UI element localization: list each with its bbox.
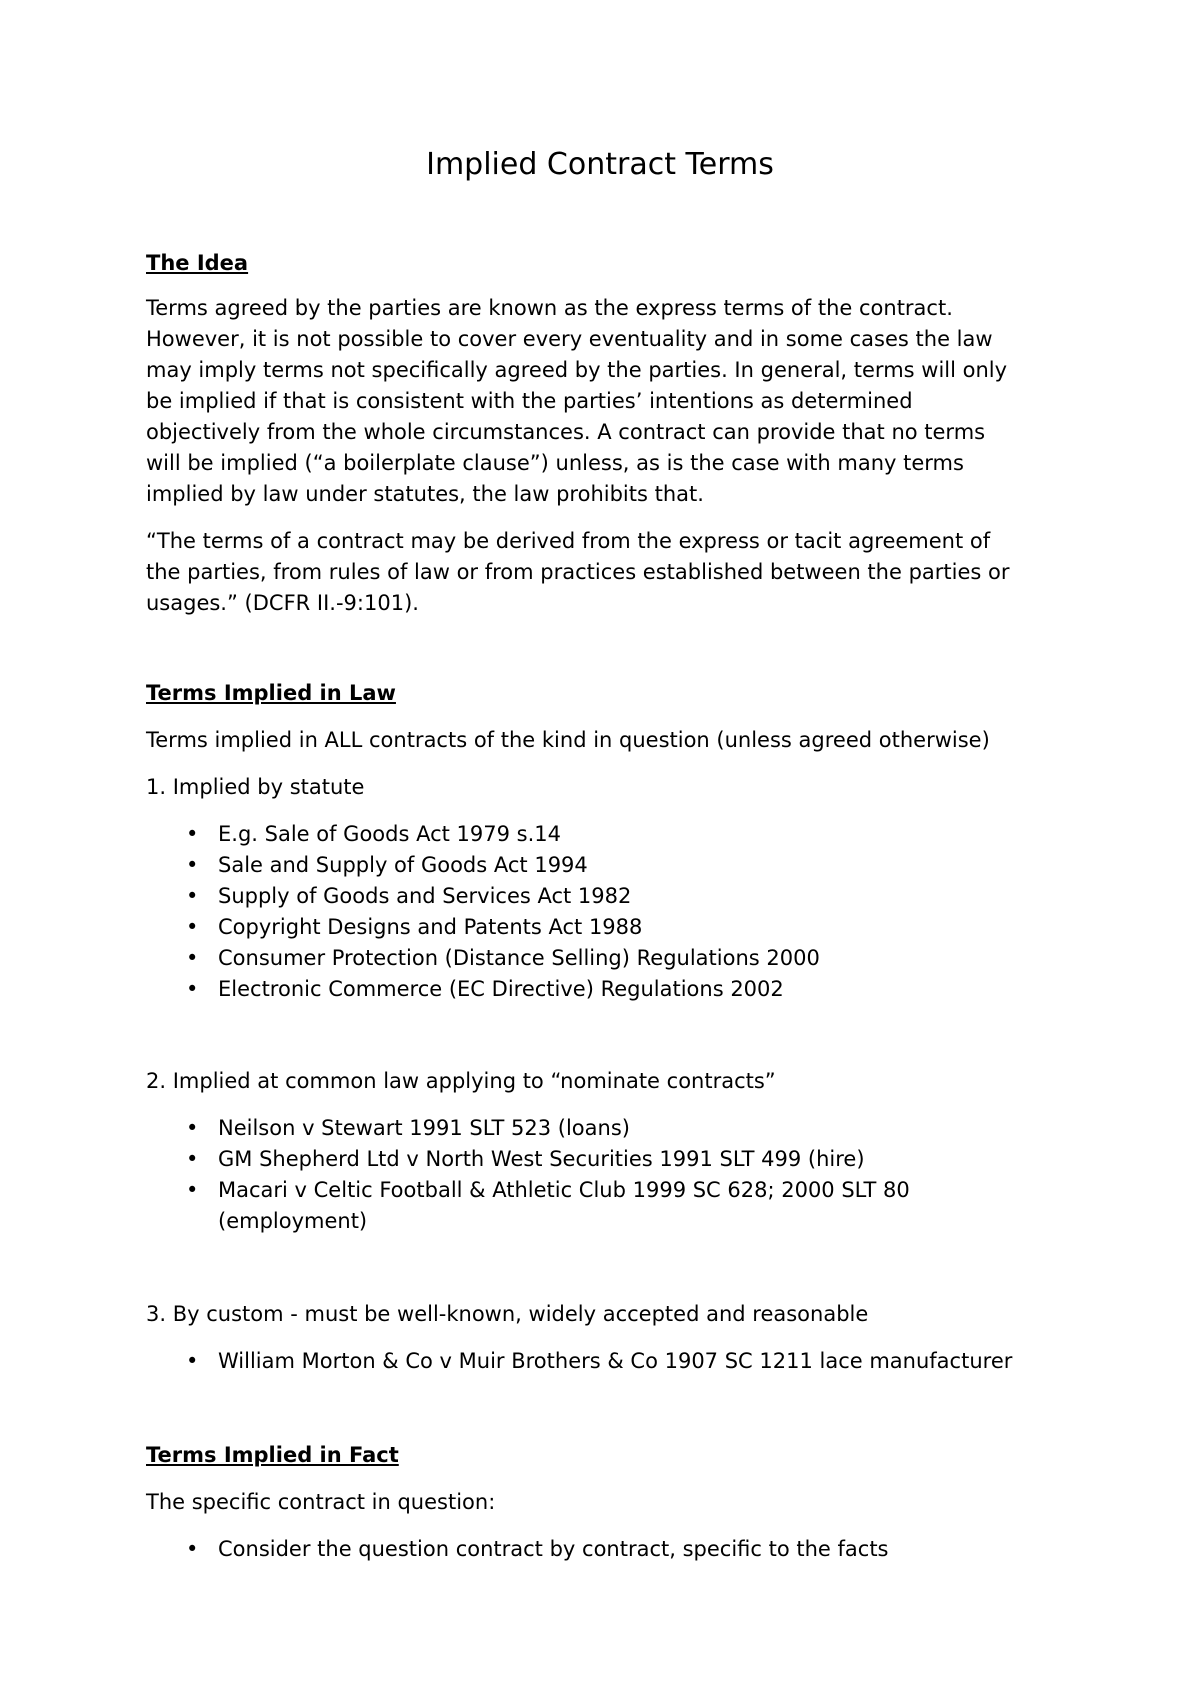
fact-list: [146, 1534, 889, 1565]
list-item: • Consider the question contract by contract, specific to the facts: [146, 1534, 889, 1565]
text-line: be implied if that is consistent with the parties’ intentions as determined: [146, 389, 913, 413]
bullet-icon: •: [186, 1147, 199, 1171]
law-intro: Terms implied in ALL contracts of the kind in question (unless agreed otherwise): [146, 728, 990, 752]
list-item: • Electronic Commerce (EC Directive) Regulations 2002: [146, 974, 820, 1005]
text-line: may imply terms not specifically agreed by the parties. In general, terms will only: [146, 358, 1008, 382]
bullet-icon: •: [186, 884, 199, 908]
list-item: • Sale and Supply of Goods Act 1994: [146, 850, 820, 881]
bullet-icon: •: [186, 1349, 199, 1373]
text-line: usages.” (DCFR II.-9:101).: [146, 591, 419, 615]
bullet-icon: •: [186, 1537, 199, 1561]
list-item: • E.g. Sale of Goods Act 1979 s.14: [146, 819, 820, 850]
statute-list: [146, 819, 820, 1005]
list-item: • Copyright Designs and Patents Act 1988: [146, 912, 820, 943]
text-line: objectively from the whole circumstances. A contract can provide that no terms: [146, 420, 986, 444]
document-title: Implied Contract Terms: [426, 147, 774, 182]
list-item: • Macari v Celtic Football & Athletic Club 1999 SC 628; 2000 SLT 80 (employment): [146, 1175, 910, 1237]
text-line: “The terms of a contract may be derived from the express or tacit agreement of: [146, 529, 991, 553]
bullet-icon: •: [186, 1178, 199, 1202]
bullet-icon: •: [186, 977, 199, 1001]
idea-paragraph-1: [146, 293, 1076, 510]
custom-list: [146, 1346, 1012, 1377]
text-line: the parties, from rules of law or from practices established between the parties or: [146, 560, 1010, 584]
list-item: • GM Shepherd Ltd v North West Securities 1991 SLT 499 (hire): [146, 1144, 910, 1175]
bullet-icon: •: [186, 853, 199, 877]
section-heading-terms-implied-in-fact: Terms Implied in Fact: [146, 1443, 399, 1467]
text-line: implied by law under statutes, the law prohibits that.: [146, 482, 704, 506]
idea-paragraph-2-quote: [146, 526, 1076, 619]
list-item: • Supply of Goods and Services Act 1982: [146, 881, 820, 912]
bullet-icon: •: [186, 946, 199, 970]
custom-label: 3. By custom - must be well-known, widely accepted and reasonable: [146, 1302, 869, 1326]
text-line: However, it is not possible to cover every eventuality and in some cases the law: [146, 327, 993, 351]
statute-label: 1. Implied by statute: [146, 775, 365, 799]
bullet-icon: •: [186, 1116, 199, 1140]
bullet-icon: •: [186, 915, 199, 939]
common-law-list: [146, 1113, 910, 1237]
list-item: • Consumer Protection (Distance Selling) Regulations 2000: [146, 943, 820, 974]
fact-intro: The specific contract in question:: [146, 1490, 496, 1514]
section-heading-the-idea: The Idea: [146, 251, 249, 275]
common-law-label: 2. Implied at common law applying to “nominate contracts”: [146, 1069, 776, 1093]
section-heading-terms-implied-in-law: Terms Implied in Law: [146, 681, 396, 705]
list-item: • William Morton & Co v Muir Brothers & Co 1907 SC 1211 lace manufacturer: [146, 1346, 1012, 1377]
text-line: will be implied (“a boilerplate clause”) unless, as is the case with many terms: [146, 451, 964, 475]
text-line: Terms agreed by the parties are known as the express terms of the contract.: [146, 296, 953, 320]
list-item: • Neilson v Stewart 1991 SLT 523 (loans): [146, 1113, 910, 1144]
bullet-icon: •: [186, 822, 199, 846]
